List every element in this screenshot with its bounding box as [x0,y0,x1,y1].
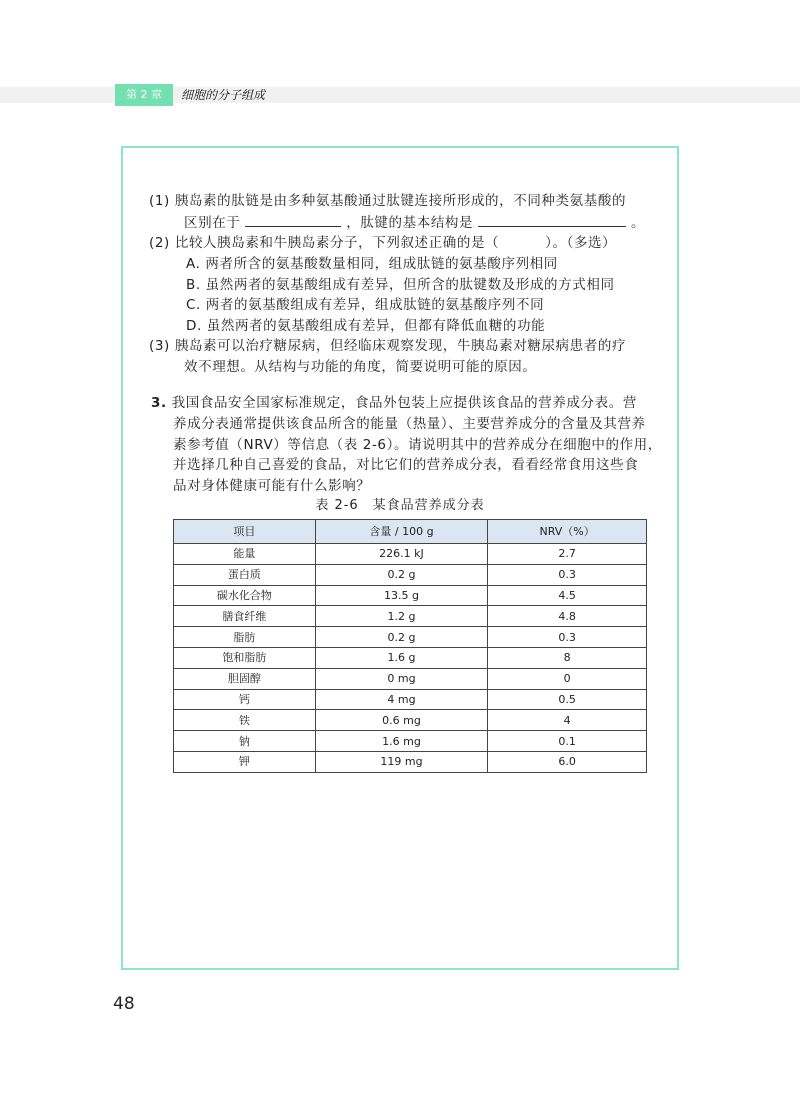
cell-content: 1.6 mg [315,731,488,752]
q2-option-d: D. 虽然两者的氨基酸组成有差异，但都有降低血糖的功能 [186,318,546,334]
q3-line1 [149,336,626,356]
q1-line2 [184,212,645,233]
task3-line2: 养成分表通常提供该食品所含的能量（热量）、主要营养成分的含量及其营养 [173,416,646,432]
cell-content: 119 mg [315,751,488,772]
q1-blank-2[interactable] [478,212,626,227]
task3-text-line1: 我国食品安全国家标准规定，食品外包装上应提供该食品的营养成分表。营 [171,395,637,411]
cell-content: 1.2 g [315,606,488,627]
cell-item: 胆固醇 [174,668,316,689]
page-number: 48 [113,994,135,1014]
col-header-nrv: NRV（%） [488,520,647,544]
cell-content: 1.6 g [315,647,488,668]
chapter-tag: 第 2 章 [115,84,173,106]
cell-content: 0.2 g [315,627,488,648]
cell-nrv: 0.1 [488,731,647,752]
task3-line5: 品对身体健康可能有什么影响？ [173,478,371,494]
q1-text-line2-end: 。 [630,215,646,231]
cell-item: 碳水化合物 [174,585,316,606]
q3-number: (3) [149,338,170,354]
table-row [174,647,647,668]
cell-nrv: 0.5 [488,689,647,710]
chapter-title: 细胞的分子组成 [181,88,266,102]
cell-item: 铁 [174,710,316,731]
table-row [174,585,647,606]
cell-nrv: 2.7 [488,544,647,565]
cell-content: 4 mg [315,689,488,710]
cell-item: 饱和脂肪 [174,647,316,668]
q2-option-a: A. 两者所含的氨基酸数量相同，组成肽链的氨基酸序列相同 [186,256,558,272]
cell-nrv: 0.3 [488,564,647,585]
table-row [174,564,647,585]
cell-nrv: 0 [488,668,647,689]
cell-nrv: 8 [488,647,647,668]
cell-nrv: 6.0 [488,751,647,772]
table-header-row [174,520,647,544]
cell-item: 钠 [174,731,316,752]
nutrition-table [173,519,647,773]
cell-content: 226.1 kJ [315,544,488,565]
cell-item: 钾 [174,751,316,772]
cell-nrv: 4.5 [488,585,647,606]
task3-line3: 素参考值（NRV）等信息（表 2-6）。请说明其中的营养成分在细胞中的作用， [173,437,662,453]
q2-stem-a: 比较人胰岛素和牛胰岛素分子，下列叙述正确的是（ [174,235,500,251]
q2-number: (2) [149,235,170,251]
cell-content: 0 mg [315,668,488,689]
cell-content: 13.5 g [315,585,488,606]
table-row [174,731,647,752]
col-header-content: 含量 / 100 g [315,520,488,544]
cell-nrv: 4 [488,710,647,731]
q2-option-c: C. 两者的氨基酸组成有差异，组成肽链的氨基酸序列不同 [186,297,545,313]
cell-nrv: 0.3 [488,627,647,648]
table-row [174,544,647,565]
task3-number: 3. [151,395,167,411]
q2-stem [149,233,616,253]
q1-text-line2a: 区别在于 [184,215,241,231]
q3-text-line1: 胰岛素可以治疗糖尿病，但经临床观察发现，牛胰岛素对糖尿病患者的疗 [174,338,627,354]
cell-content: 0.6 mg [315,710,488,731]
cell-item: 脂肪 [174,627,316,648]
table-row [174,751,647,772]
cell-content: 0.2 g [315,564,488,585]
table-row [174,689,647,710]
q1-text-line1: 胰岛素的肽链是由多种氨基酸通过肽键连接所形成的，不同种类氨基酸的 [174,193,627,209]
q1-number: (1) [149,193,170,209]
q1-text-line2b: ，肽键的基本结构是 [346,215,474,231]
col-header-item: 项目 [174,520,316,544]
table-row [174,668,647,689]
q2-stem-b: ）。（多选） [545,235,617,251]
cell-item: 钙 [174,689,316,710]
table-caption: 表 2-6 某食品营养成分表 [315,498,485,513]
task3-line4: 并选择几种自己喜爱的食品，对比它们的营养成分表，看看经常食用这些食 [173,457,639,473]
q2-option-b: B. 虽然两者的氨基酸组成有差异，但所含的肽键数及形成的方式相同 [186,277,615,293]
q1-blank-1[interactable] [245,212,341,227]
cell-item: 能量 [174,544,316,565]
cell-item: 膳食纤维 [174,606,316,627]
cell-item: 蛋白质 [174,564,316,585]
table-row [174,606,647,627]
q3-line2: 效不理想。从结构与功能的角度，简要说明可能的原因。 [184,359,537,375]
task3-line1 [151,393,637,413]
table-row [174,710,647,731]
table-row [174,627,647,648]
cell-nrv: 4.8 [488,606,647,627]
q1-line1 [149,191,626,211]
